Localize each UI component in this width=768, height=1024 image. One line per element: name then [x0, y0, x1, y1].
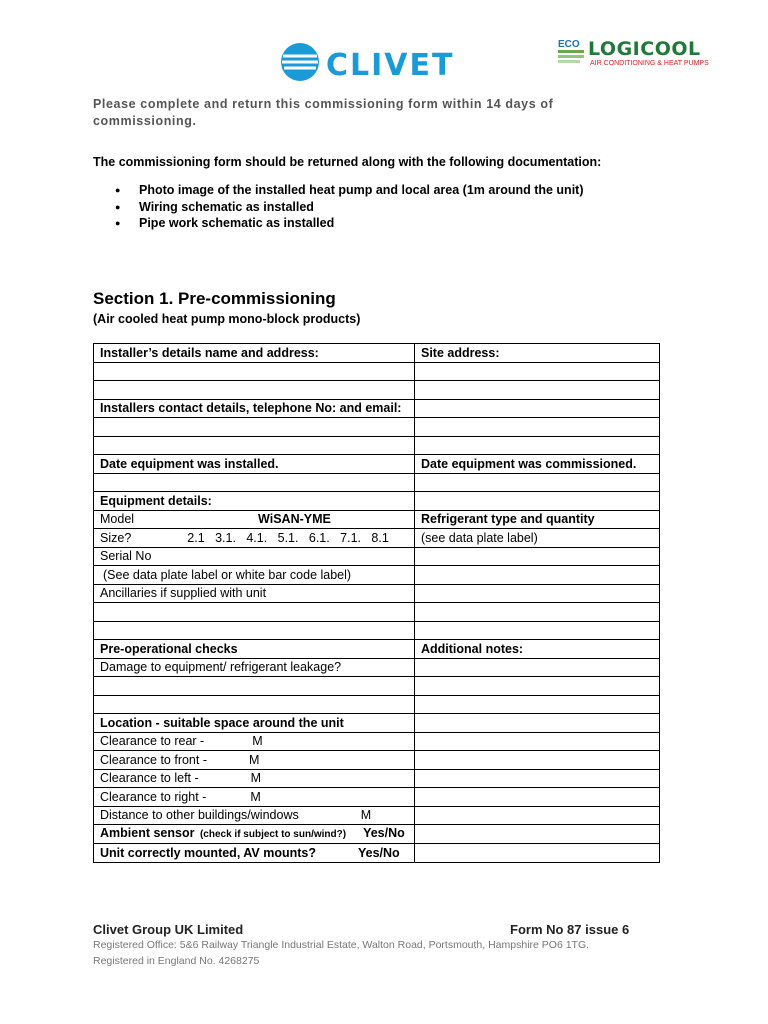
metre-unit: M [252, 734, 263, 749]
contact-details-field[interactable] [94, 436, 415, 455]
intro-line-1: Please complete and return this commissioning form within 14 days of [93, 97, 554, 111]
clearance-rear-cell[interactable] [94, 732, 415, 751]
contact-details-field[interactable] [94, 418, 415, 437]
clearance-right-cell[interactable] [94, 788, 415, 807]
additional-notes-field[interactable] [415, 806, 660, 825]
ancillaries-field[interactable] [94, 603, 415, 622]
data-plate-note: (see data plate label) [415, 529, 660, 548]
table-row [94, 806, 660, 825]
damage-label: Damage to equipment/ refrigerant leakage? [94, 658, 415, 677]
clivet-logo-text: CLIVET [326, 48, 455, 83]
table-row [94, 732, 660, 751]
installer-details-label: Installer’s details name and address: [94, 344, 415, 363]
documentation-heading: The commissioning form should be returned along with the following documentation: [93, 155, 602, 169]
footer-company: Clivet Group UK Limited [93, 922, 244, 937]
ambient-sensor-label: Ambient sensor [100, 826, 195, 840]
clearance-left-cell[interactable] [94, 769, 415, 788]
additional-notes-field[interactable] [415, 658, 660, 677]
table-row [94, 658, 660, 677]
commissioning-form-table [93, 343, 660, 863]
clearance-front-label: Clearance to front - [100, 752, 207, 767]
installer-details-field[interactable] [94, 381, 415, 400]
table-row [94, 492, 660, 511]
clearance-right-label: Clearance to right - [100, 789, 207, 804]
table-row [94, 344, 660, 363]
table-row [94, 399, 660, 418]
table-row [94, 788, 660, 807]
table-row [94, 751, 660, 770]
metre-unit: M [249, 752, 260, 767]
size-values[interactable]: 2.1 3.1. 4.1. 5.1. 6.1. 7.1. 8.1 [187, 530, 389, 545]
empty-field[interactable] [415, 621, 660, 640]
additional-notes-field[interactable] [415, 695, 660, 714]
refrigerant-field[interactable] [415, 566, 660, 585]
additional-notes-field[interactable] [415, 844, 660, 863]
unit-mounted-label: Unit correctly mounted, AV mounts? [100, 845, 316, 860]
table-row [94, 418, 660, 437]
serial-no-label: Serial No [94, 547, 415, 566]
location-label: Location - suitable space around the unit [94, 714, 415, 733]
footer-registration [93, 937, 589, 969]
damage-field[interactable] [94, 677, 415, 696]
documentation-list [93, 182, 584, 232]
site-address-field[interactable] [415, 436, 660, 455]
clearance-rear-label: Clearance to rear - [100, 734, 205, 749]
additional-notes-field[interactable] [415, 751, 660, 770]
table-row [94, 584, 660, 603]
table-row [94, 640, 660, 659]
site-address-label: Site address: [415, 344, 660, 363]
model-value: WiSAN-YME [258, 512, 331, 527]
additional-notes-field[interactable] [415, 788, 660, 807]
table-row [94, 825, 660, 844]
empty-field[interactable] [415, 492, 660, 511]
date-installed-label: Date equipment was installed. [94, 455, 415, 474]
date-commissioned-label: Date equipment was commissioned. [415, 455, 660, 474]
table-row [94, 547, 660, 566]
site-address-field[interactable] [415, 418, 660, 437]
table-row [94, 621, 660, 640]
documentation-item: ● Wiring schematic as installed [93, 199, 584, 216]
intro-line-2: commissioning. [93, 114, 197, 128]
table-row [94, 695, 660, 714]
site-address-field[interactable] [415, 362, 660, 381]
model-cell [94, 510, 415, 529]
ancillaries-label: Ancillaries if supplied with unit [94, 584, 415, 603]
table-row [94, 529, 660, 548]
registered-england: Registered in England No. 4268275 [93, 955, 260, 967]
distance-buildings-label: Distance to other buildings/windows [100, 808, 299, 823]
pre-op-checks-label: Pre-operational checks [94, 640, 415, 659]
empty-field[interactable] [415, 603, 660, 622]
additional-notes-field[interactable] [415, 825, 660, 844]
documentation-item: ● Pipe work schematic as installed [93, 215, 584, 232]
table-row [94, 769, 660, 788]
damage-field[interactable] [94, 695, 415, 714]
serial-note: (See data plate label or white bar code label) [94, 566, 415, 585]
refrigerant-label: Refrigerant type and quantity [415, 510, 660, 529]
documentation-item: ● Photo image of the installed heat pump and local area (1m around the unit) [93, 182, 584, 199]
table-row [94, 510, 660, 529]
ancillaries-field[interactable] [94, 621, 415, 640]
eco-logicool-logo [556, 36, 728, 70]
model-label: Model [100, 512, 135, 527]
date-commissioned-field[interactable] [415, 473, 660, 492]
additional-notes-field[interactable] [415, 732, 660, 751]
site-address-field[interactable] [415, 399, 660, 418]
metre-unit: M [360, 808, 372, 823]
table-row [94, 455, 660, 474]
table-row [94, 714, 660, 733]
ambient-sensor-cell[interactable] [94, 825, 415, 844]
table-row [94, 603, 660, 622]
table-row [94, 844, 660, 863]
table-row [94, 566, 660, 585]
unit-mounted-cell[interactable] [94, 844, 415, 863]
additional-notes-field[interactable] [415, 677, 660, 696]
clearance-left-label: Clearance to left - [100, 771, 199, 786]
eco-text: ECO [558, 39, 580, 50]
logicool-text: LOGICOOL [588, 38, 701, 60]
equipment-details-label: Equipment details: [94, 492, 415, 511]
registered-office: Registered Office: 5&6 Railway Triangle Industrial Estate, Walton Road, Portsmouth, Hampshire PO6 1TG. [93, 939, 590, 951]
contact-details-label: Installers contact details, telephone No: and email: [94, 399, 415, 418]
ambient-sensor-note: (check if subject to sun/wind?) [199, 829, 347, 840]
clivet-logo [280, 40, 490, 84]
refrigerant-field[interactable] [415, 547, 660, 566]
distance-buildings-cell[interactable] [94, 806, 415, 825]
table-row [94, 362, 660, 381]
installer-details-field[interactable] [94, 362, 415, 381]
table-row [94, 381, 660, 400]
yes-no-option[interactable]: Yes/No [358, 845, 400, 860]
clearance-front-cell[interactable] [94, 751, 415, 770]
additional-notes-field[interactable] [415, 769, 660, 788]
yes-no-option[interactable]: Yes/No [363, 826, 405, 840]
footer-form-number: Form No 87 issue 6 [510, 922, 630, 937]
table-row [94, 436, 660, 455]
section-subtitle: (Air cooled heat pump mono-block products) [93, 312, 361, 326]
metre-unit: M [250, 771, 262, 786]
size-label: Size? [100, 530, 132, 545]
metre-unit: M [250, 789, 261, 804]
date-installed-field[interactable] [94, 473, 415, 492]
additional-notes-field[interactable] [415, 714, 660, 733]
logicool-tagline: AIR CONDITIONING & HEAT PUMPS [590, 60, 709, 67]
section-title: Section 1. Pre-commissioning [93, 289, 336, 308]
size-cell [94, 529, 415, 548]
table-row [94, 677, 660, 696]
site-address-field[interactable] [415, 381, 660, 400]
intro-text [93, 96, 613, 130]
table-row [94, 473, 660, 492]
empty-field[interactable] [415, 584, 660, 603]
additional-notes-label: Additional notes: [415, 640, 660, 659]
